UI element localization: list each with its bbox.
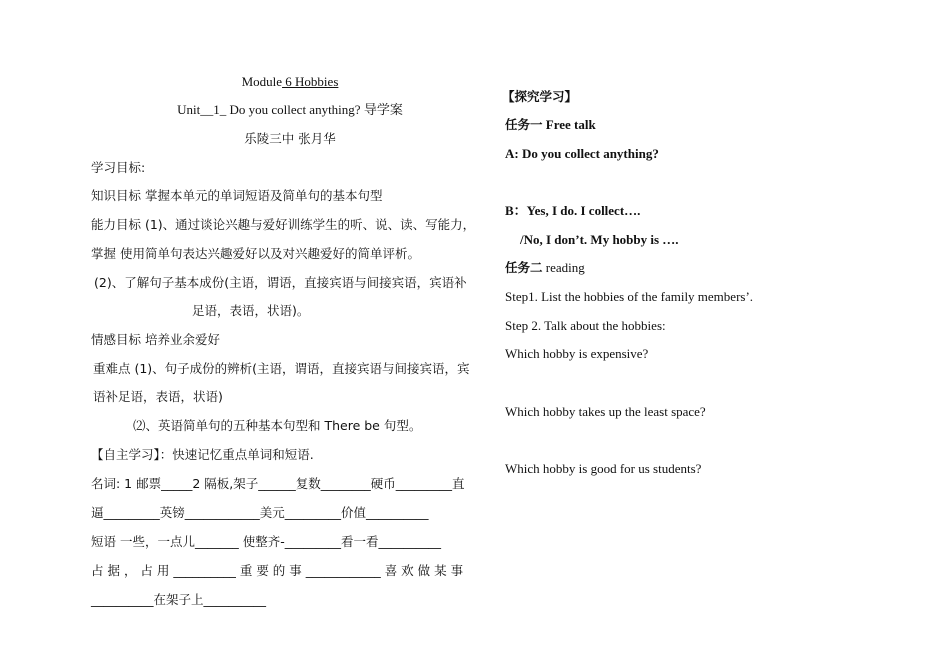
knowledge-goal: 知识目标 掌握本单元的单词短语及简单句的基本句型 [91, 188, 383, 203]
task2-label: 任务二 [505, 260, 543, 275]
answer-b: B：Yes, I do. I collect…. [505, 203, 641, 218]
module-title-hobbies: 6 Hobbies [282, 74, 339, 89]
question-3: Which hobby is good for us students? [505, 461, 702, 476]
key-points-1: 重难点 (1)、句子成份的辨析(主语，谓语，直接宾语与间接宾语，宾 [93, 361, 470, 376]
question-a: A: Do you collect anything? [505, 146, 659, 161]
self-study-heading: 【自主学习】：快速记忆重点单词和短语. [91, 447, 314, 462]
phrases-line-2: 占 据 ， 占 用 __________ 重 要 的 事 ____________ 喜 欢 做 某 事 [91, 563, 464, 578]
task2-line [505, 260, 585, 276]
phrases-line-3: __________在架子上__________ [91, 592, 267, 607]
question-1: Which hobby is expensive? [505, 346, 649, 361]
nouns-line-1: 名词: 1 邮票_____2 隔板,架子______复数________硬币_________直 [91, 476, 465, 491]
task1-line [505, 117, 596, 133]
ability-goal-1: 能力目标 (1)、通过谈论兴趣与爱好训练学生的听、说、读、写能力， [91, 217, 476, 232]
key-points-3: ⑵、英语简单句的五种基本句型和 There be 句型。 [133, 418, 422, 433]
ability-goal-3: (2)、了解句子基本成份(主语，谓语，直接宾语与间接宾语，宾语补 [94, 275, 467, 290]
explore-heading: 【探究学习】 [502, 89, 578, 104]
module-title-prefix: Module [241, 74, 283, 89]
goals-heading: 学习目标: [91, 160, 146, 175]
task1-label: 任务一 [505, 117, 543, 132]
phrases-line-1: 短语 一些，一点儿_______ 使整齐-_________看一看__________ [91, 534, 441, 549]
task1-title: Free talk [542, 117, 596, 132]
question-2: Which hobby takes up the least space? [505, 404, 706, 419]
step1: Step1. List the hobbies of the family members’. [505, 289, 754, 304]
module-title [91, 74, 489, 90]
task2-title: reading [542, 260, 585, 275]
key-points-2: 语补足语，表语，状语) [93, 389, 223, 404]
ability-goal-4: 足语，表语，状语)。 [192, 303, 310, 318]
step2: Step 2. Talk about the hobbies: [505, 318, 666, 333]
unit-line: Unit__1_ Do you collect anything? 导学案 [177, 102, 403, 117]
emotion-goal: 情感目标 培养业余爱好 [91, 332, 220, 347]
nouns-line-2: 逼_________英镑____________美元_________价值__________ [91, 505, 429, 520]
answer-no: /No, I don’t. My hobby is …. [520, 232, 679, 247]
ability-goal-2: 掌握 使用简单句表达兴趣爱好以及对兴趣爱好的简单评析。 [91, 246, 420, 261]
author-line: 乐陵三中 张月华 [244, 131, 336, 146]
